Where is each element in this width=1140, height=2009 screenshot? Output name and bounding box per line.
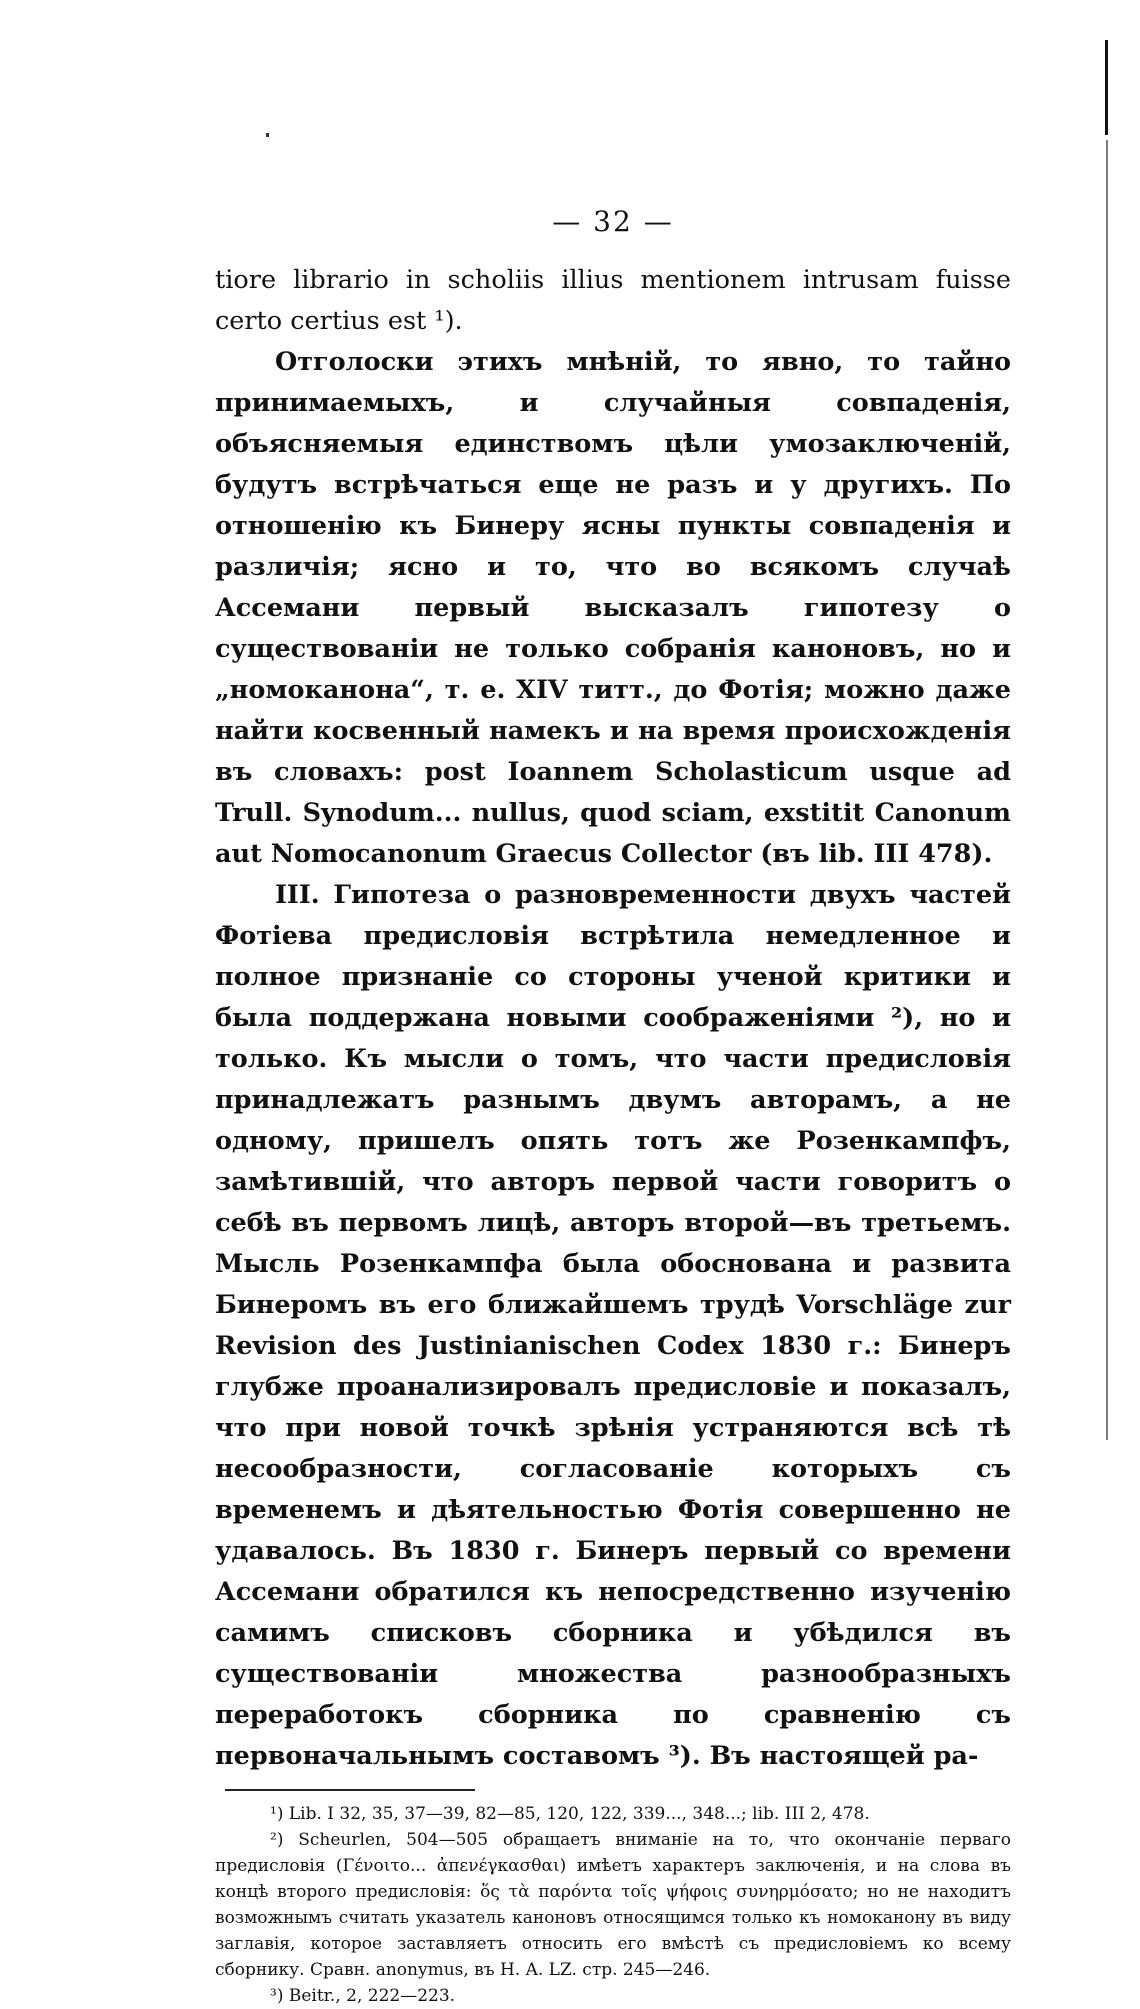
footnote-divider [225, 1789, 475, 1791]
scan-edge-line [1105, 40, 1108, 135]
footnote-2: ²) Scheurlen, 504—505 обращаетъ вниманіе на то, что окончаніе перваго предисловія (Γένοιτο... ἀπενέγκασθαι) имѣетъ характеръ заключенія, и на слова въ концѣ второго предисловія: ὅς τὰ παρόντα τοῖς ψήφοις συνηρμόσατο; но не находитъ возможнымъ считать указатель каноновъ относящимся только къ номоканону въ виду заглавія, которое заставляетъ относить его вмѣстѣ съ предисловіемъ ко всему сборнику. Сравн. anonymus, въ H. A. LZ. стр. 245—246. [215, 1830, 1011, 1980]
footnote-1: ¹) Lib. I 32, 35, 37—39, 82—85, 120, 122, 339..., 348...; lib. III 2, 478. [270, 1804, 870, 1824]
scan-edge-line-faint [1106, 140, 1108, 1440]
footnote-3: ³) Beitr., 2, 222—223. [270, 1986, 456, 2006]
paragraph-section-iii: III. Гипотеза о разновременности двухъ частей Фотіева предисловія встрѣтила немедленное и полное признаніе со стороны ученой критики и была поддержана новыми соображеніями ²), но и только. Къ мысли о томъ, что части предисловія принадлежатъ разнымъ двумъ авторамъ, а не одному, пришелъ опять тотъ же Розенкампфъ, замѣтившій, что авторъ первой части говоритъ о себѣ въ первомъ лицѣ, авторъ второй—въ третьемъ. Мысль Розенкампфа была обоснована и развита Бинеромъ въ его ближайшемъ трудѣ Vorschläge zur Revision des Justinianischen Codex 1830 г.: Бинеръ глубже проанализировалъ предисловіе и показалъ, что при новой точкѣ зрѣнія устраняются всѣ тѣ несообразности, согласованіе которыхъ съ временемъ и дѣятельностью Фотія совершенно не удавалось. Въ 1830 г. Бинеръ первый со времени Ассемани обратился къ непосредственно изученію самимъ списковъ сборника и убѣдился въ существованіи множества разнообразныхъ переработокъ сборника по сравненію съ первоначальнымъ составомъ ³). Въ настоящей ра- [215, 880, 1011, 1771]
scan-speck [266, 133, 269, 137]
paragraph-opinions: Отголоски этихъ мнѣній, то явно, то тайно принимаемыхъ, и случайныя совпаденія, объясняемыя единствомъ цѣли умозаключеній, будутъ встрѣчаться еще не разъ и у другихъ. По отношенію къ Бинеру ясны пункты совпаденія и различія; ясно и то, что во всякомъ случаѣ Ассемани первый высказалъ гипотезу о существованіи не только собранія каноновъ, но и „номоканона“, т. е. XIV титт., до Фотія; можно даже найти косвенный намекъ и на время происхожденія въ словахъ: post Ioannem Scholasticum usque ad Trull. Synodum... nullus, quod sciam, exstitit Canonum aut Nomocanonum Graecus Collector (въ lib. III 478). [215, 347, 1011, 869]
page-number: — 32 — [552, 205, 674, 238]
paragraph-continuation: tiore librario in scholiis illius mentionem intrusam fuisse certo certius est ¹). [215, 265, 1011, 336]
book-page [215, 205, 1011, 2009]
